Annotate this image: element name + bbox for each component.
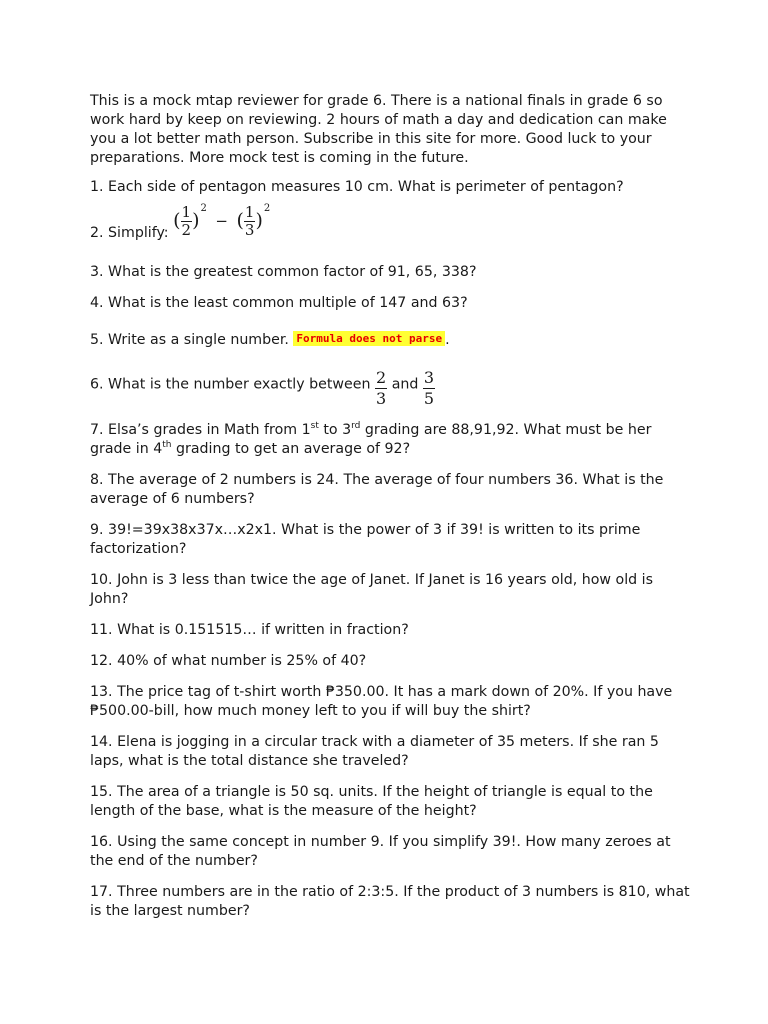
question-6: 6. What is the number exactly between $\frac{2}{3}$ and $\frac{3}{5}$ bbox=[90, 367, 435, 408]
question-2 bbox=[90, 202, 690, 251]
intro-paragraph: This is a mock mtap reviewer for grade 6. There is a national finals in grade 6 so work hard by keep on reviewing. 2 hours of math a day and dedication can make you a lot better math person. Subscribe in this site for more. Good luck to your preparations. More mock test is coming in the future. bbox=[90, 93, 667, 166]
question-15: 15. The area of a triangle is 50 sq. units. If the height of triangle is equal to the length of the base, what is the measure of the height? bbox=[90, 783, 653, 819]
fraction-two-thirds: $\frac{2}{3}$ bbox=[376, 367, 387, 408]
question-3: 3. What is the greatest common factor of 91, 65, 338? bbox=[90, 263, 477, 280]
question-17: 17. Three numbers are in the ratio of 2:3:5. If the product of 3 numbers is 810, what is the largest number? bbox=[90, 883, 690, 919]
question-8: 8. The average of 2 numbers is 24. The average of four numbers 36. What is the average of 6 numbers? bbox=[90, 471, 664, 507]
question-5-label: 5. Write as a single number. bbox=[90, 331, 289, 348]
simplify-expression: ( $\frac{1}{2}$ )$^2$ − ( $\frac{1}{3}$ )$^2$ bbox=[173, 202, 271, 239]
question-13: 13. The price tag of t-shirt worth ₱350.00. It has a mark down of 20%. If you have ₱500.00-bill, how much money left to you if will buy the shirt? bbox=[90, 683, 673, 719]
formula-error: Formula does not parse bbox=[293, 331, 445, 346]
question-2-label: 2. Simplify: bbox=[90, 225, 169, 241]
question-5: 5. Write as a single number. Formula does not parse . bbox=[90, 331, 450, 348]
question-7: 7. Elsa’s grades in Math from 1st to 3rd grading are 88,91,92. What must be her grade in 4th grading to get an average of 92? bbox=[90, 420, 652, 457]
fraction-one-third: $\frac{1}{3}$ bbox=[244, 202, 255, 239]
question-11: 11. What is 0.151515… if written in fraction? bbox=[90, 621, 409, 638]
question-16: 16. Using the same concept in number 9. If you simplify 39!. How many zeroes at the end of the number? bbox=[90, 833, 671, 869]
question-14: 14. Elena is jogging in a circular track with a diameter of 35 meters. If she ran 5 laps, what is the total distance she traveled? bbox=[90, 733, 659, 769]
question-6-label: 6. What is the number exactly between bbox=[90, 376, 371, 392]
question-9: 9. 39!=39x38x37x…x2x1. What is the power of 3 if 39! is written to its prime factorization? bbox=[90, 521, 641, 557]
document-body bbox=[90, 92, 690, 933]
fraction-one-half: $\frac{1}{2}$ bbox=[181, 202, 192, 239]
question-10: 10. John is 3 less than twice the age of Janet. If Janet is 16 years old, how old is John? bbox=[90, 571, 653, 607]
question-4: 4. What is the least common multiple of 147 and 63? bbox=[90, 294, 468, 311]
fraction-three-fifths: $\frac{3}{5}$ bbox=[423, 367, 435, 408]
question-1: 1. Each side of pentagon measures 10 cm. What is perimeter of pentagon? bbox=[90, 179, 624, 195]
question-12: 12. 40% of what number is 25% of 40? bbox=[90, 652, 367, 669]
